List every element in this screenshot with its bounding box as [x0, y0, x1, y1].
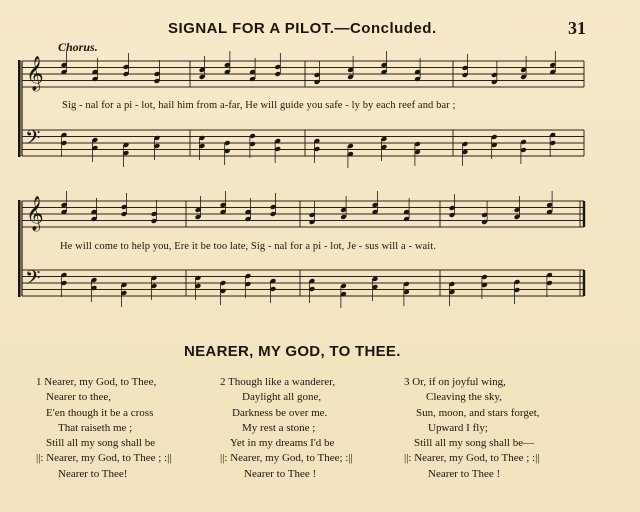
- verse-line: That raiseth me ;: [58, 421, 133, 434]
- lyric-line-1: Sig - nal for a pi - lot, hail him from a-far, He will guide you safe - ly by each reef and bar ;: [62, 100, 456, 111]
- bass-clef-icon: 𝄢: [25, 266, 41, 294]
- verse-1: [36, 375, 172, 482]
- lyric-line-2: He will come to help you, Ere it be too late, Sig - nal for a pi - lot, Je - sus will a - wait.: [60, 241, 437, 252]
- treble-clef-icon: 𝄞: [26, 56, 44, 91]
- chorus-label: Chorus.: [58, 40, 98, 54]
- verse-line: Upward I fly;: [428, 421, 488, 434]
- verse-line: 2 Though like a wanderer,: [220, 376, 336, 388]
- verse-line: Still all my song shall be—: [414, 437, 535, 450]
- system-brace: [18, 60, 21, 157]
- bass-clef-icon: 𝄢: [25, 126, 41, 154]
- verse-line: 1 Nearer, my God, to Thee,: [36, 376, 157, 388]
- system-brace: [18, 200, 21, 297]
- page-number: 31: [568, 18, 586, 38]
- verse-3: [404, 375, 540, 482]
- verse-line: Nearer to Thee !: [428, 467, 501, 480]
- verse-line: Darkness be over me.: [232, 406, 328, 419]
- verse-line: ||: Nearer, my God, to Thee; :||: [220, 452, 353, 465]
- verse-line: Nearer to Thee !: [244, 467, 317, 480]
- verse-line: 3 Or, if on joyful wing,: [404, 376, 506, 388]
- verse-line: Sun, moon, and stars forget,: [416, 406, 540, 419]
- verse-2: [220, 375, 353, 482]
- verse-line: E'en though it be a cross: [46, 406, 154, 419]
- verse-line: Still all my song shall be: [46, 437, 156, 450]
- verse-line: ||: Nearer, my God, to Thee ; :||: [36, 452, 172, 465]
- verse-line: My rest a stone ;: [242, 421, 316, 434]
- hymn-title: NEARER, MY GOD, TO THEE.: [184, 343, 401, 360]
- verse-line: Cleaving the sky,: [426, 391, 502, 404]
- treble-clef-icon: 𝄞: [26, 196, 44, 231]
- verse-line: Nearer to thee,: [46, 391, 112, 404]
- verse-line: Daylight all gone,: [242, 391, 322, 404]
- verse-line: Nearer to Thee!: [58, 467, 128, 480]
- verse-line: Yet in my dreams I'd be: [230, 437, 335, 450]
- verse-line: ||: Nearer, my God, to Thee ; :||: [404, 452, 540, 465]
- page-title: SIGNAL FOR A PILOT.—Concluded.: [168, 20, 437, 37]
